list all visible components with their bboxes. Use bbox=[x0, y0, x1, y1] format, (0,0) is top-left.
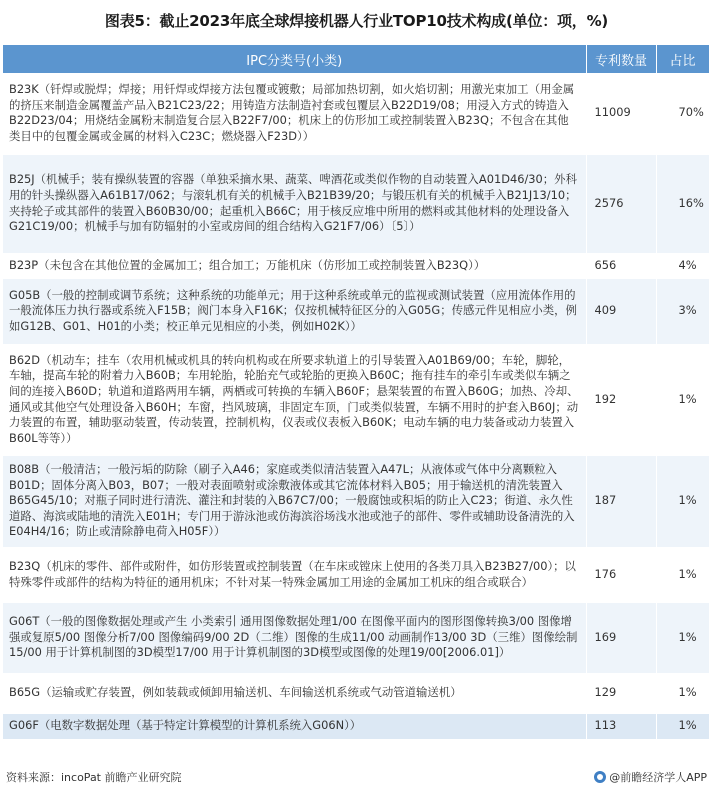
row-count: 187 bbox=[586, 455, 656, 547]
row-desc: B25J（机械手；装有操纵装置的容器（单独采摘水果、蔬菜、啤酒花或类似作物的自动装置入A01D46/30；外科用的针头操纵器入A61B17/062；与滚轧机有关的机械手入B21B39/20；与锻压机有关的机械手入B21J13/10；夹持轮子或其部件的装置入B60B30/00；起重机入B66C；用于核反应堆中所用的燃料或其他材料的处理设备入G21C19/00；机械手与加有防辐射的小室或房间的组合结构入G21F7/06）〔5〕） bbox=[3, 154, 586, 253]
row-share: 70% bbox=[656, 73, 709, 154]
source-note: 资料来源：incoPat 前瞻产业研究院 bbox=[6, 771, 182, 784]
row-desc: G06F（电数字数据处理（基于特定计算模型的计算机系统入G06N）） bbox=[3, 713, 586, 739]
row-desc: B62D（机动车；挂车（农用机械或机具的转向机构或在所要求轨道上的引导装置入A01B69/00；车轮，脚轮，车轴，提高车轮的附着力入B60B；车用轮胎，轮胎充气或轮胎的更换入B60C；拖有挂车的牵引车或类似车辆之间的连接入B60D；轨道和道路两用车辆，两栖或可转换的车辆入B60F；悬架装置的布置入B60G；加热、冷却、通风或其他空气处理设备入B60H；车窗，挡风玻璃，非固定车顶，门或类似装置，车辆不用时的护套入B60J；动力装置的布置，辅助驱动装置，传动装置，控制机构，仪表或仪表板入B60K；电动车辆的电力装备或动力装置入B60L等等）） bbox=[3, 344, 586, 455]
row-count: 113 bbox=[586, 713, 656, 739]
header-ipc: IPC分类号(小类) bbox=[3, 45, 586, 73]
row-share: 1% bbox=[656, 547, 709, 602]
row-count: 192 bbox=[586, 344, 656, 455]
row-share: 3% bbox=[656, 278, 709, 344]
row-count: 169 bbox=[586, 602, 656, 673]
row-share: 1% bbox=[656, 673, 709, 713]
table-row bbox=[3, 713, 709, 739]
row-desc: B65G（运输或贮存装置，例如装载或倾卸用输送机、车间输送机系统或气动管道输送机） bbox=[3, 673, 586, 713]
row-desc: B23K（钎焊或脱焊；焊接；用钎焊或焊接方法包覆或镀敷；局部加热切割，如火焰切割；用激光束加工（用金属的挤压来制造金属覆盖产品入B21C23/22；用铸造方法制造衬套或包覆层入B22D19/08；用浸入方式的铸造入B22D23/04；用烧结金属粉末制造复合层入B22F7/00；机床上的仿形加工或控制装置入B23Q；不包含在其他类目中的包覆金属或金属的材料入C23C；燃烧器入F23D）） bbox=[3, 73, 586, 154]
row-count: 176 bbox=[586, 547, 656, 602]
row-count: 129 bbox=[586, 673, 656, 713]
row-count: 656 bbox=[586, 253, 656, 278]
table-row bbox=[3, 344, 709, 455]
ipc-table bbox=[3, 45, 710, 740]
row-share: 1% bbox=[656, 602, 709, 673]
table-row bbox=[3, 602, 709, 673]
table-row bbox=[3, 73, 709, 154]
row-desc: B08B（一般清洁；一般污垢的防除（刷子入A46；家庭或类似清洁装置入A47L；从液体或气体中分离颗粒入B01D；固体分离入B03，B07；一般对表面喷射或涂敷液体或其它流体材料入B05；用于输送机的清洗装置入B65G45/10；对瓶子同时进行清洗、灌注和封装的入B67C7/00；一般腐蚀或积垢的防止入C23；街道、永久性道路、海滨或陆地的清洗入E01H；专门用于游泳池或仿海滨浴场浅水池或池子的部件、零件或辅助设备清洗的入E04H4/16；防止或清除静电荷入H05F）） bbox=[3, 455, 586, 547]
brand-logo-icon bbox=[594, 771, 606, 783]
app-credit-text: @前瞻经济学人APP bbox=[609, 771, 707, 784]
table-row bbox=[3, 154, 709, 253]
table-row bbox=[3, 673, 709, 713]
footer bbox=[6, 769, 707, 785]
row-share: 16% bbox=[656, 154, 709, 253]
header-share: 占比 bbox=[656, 45, 709, 73]
row-share: 1% bbox=[656, 344, 709, 455]
app-credit bbox=[594, 769, 707, 785]
table-row bbox=[3, 547, 709, 602]
row-desc: G06T（一般的图像数据处理或产生 小类索引 通用图像数据处理1/00 在图像平面内的图形图像转换3/00 图像增强或复原5/00 图像分析7/00 图像编码9/00 2D（二维）图像的生成11/00 动画制作13/00 3D（三维）图像绘制15/00 用于计算机制图的3D模型17/00 用于计算机制图的3D模型或图像的处理19/00[2006.01]） bbox=[3, 602, 586, 673]
row-desc: G05B（一般的控制或调节系统；这种系统的功能单元；用于这种系统或单元的监视或测试装置（应用流体作用的一般流体压力执行器或系统入F15B；阀门本身入F16K；仅按机械特征区分的入G05G；传感元件见相应小类，例如G12B、G01、H01的小类；校正单元见相应的小类，例如H02K）） bbox=[3, 278, 586, 344]
table-header-row bbox=[3, 45, 709, 73]
row-share: 4% bbox=[656, 253, 709, 278]
table-row bbox=[3, 278, 709, 344]
table-row bbox=[3, 253, 709, 278]
header-count: 专利数量 bbox=[586, 45, 656, 73]
page-title: 图表5：截止2023年底全球焊接机器人行业TOP10技术构成(单位：项，%) bbox=[104, 12, 609, 30]
row-count: 11009 bbox=[586, 73, 656, 154]
row-desc: B23P（未包含在其他位置的金属加工；组合加工；万能机床（仿形加工或控制装置入B23Q）） bbox=[3, 253, 586, 278]
table-row bbox=[3, 455, 709, 547]
row-count: 2576 bbox=[586, 154, 656, 253]
row-share: 1% bbox=[656, 455, 709, 547]
row-share: 1% bbox=[656, 713, 709, 739]
row-count: 409 bbox=[586, 278, 656, 344]
row-desc: B23Q（机床的零件、部件或附件，如仿形装置或控制装置（在车床或镗床上使用的各类刀具入B23B27/00）；以特殊零件或部件的结构为特征的通用机床；不针对某一特殊金属加工用途的金属加工机床的组合或联合） bbox=[3, 547, 586, 602]
